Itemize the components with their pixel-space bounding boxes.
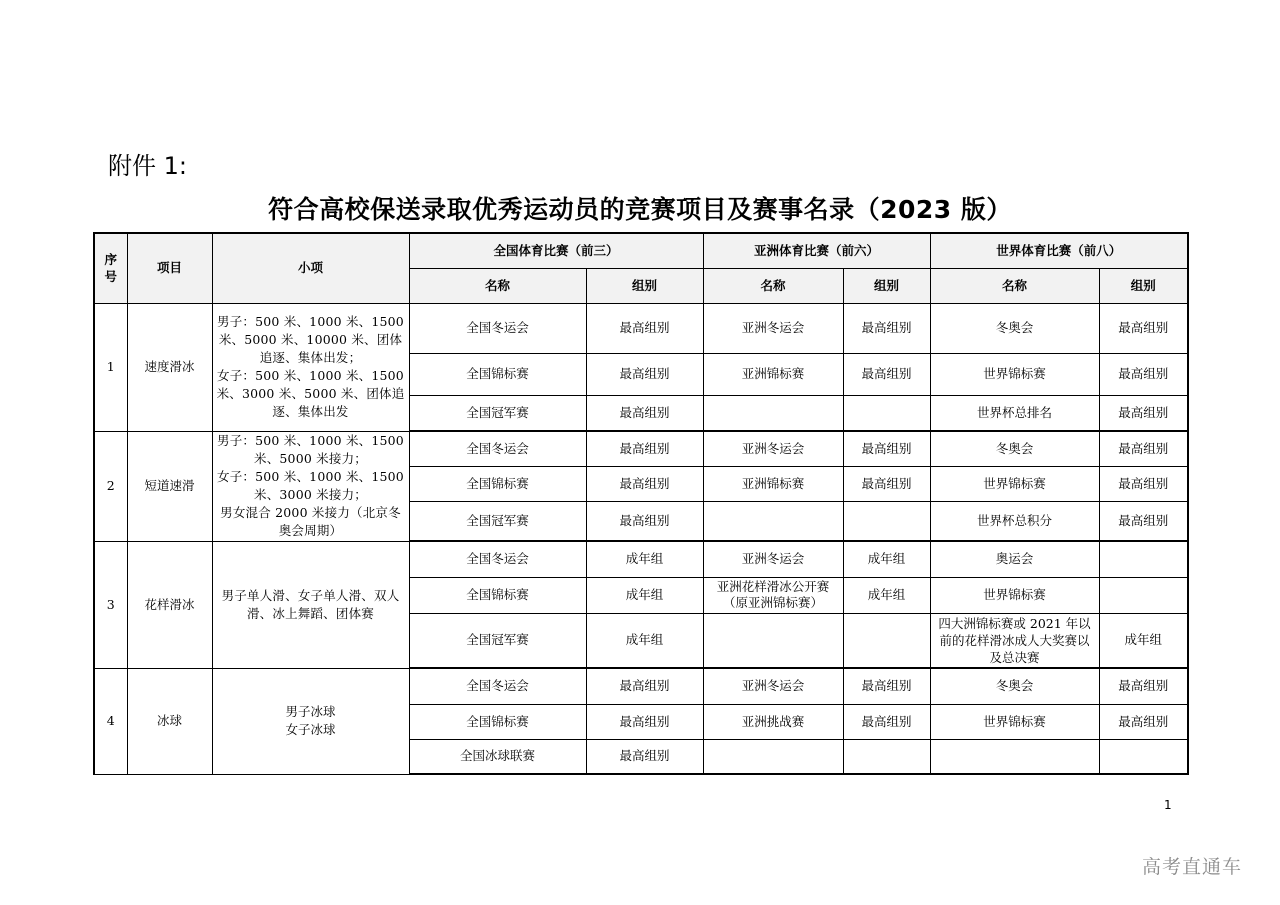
project-cell: 短道速滑 — [127, 431, 212, 541]
sub-events-cell: 男子：500 米、1000 米、1500 米、5000 米、10000 米、团体追逐、集体出发； 女子：500 米、1000 米、1500 米、3000 米、5000 米、团体追逐、集体出发 — [212, 303, 409, 431]
national-name-cell: 全国冬运会 — [409, 303, 586, 353]
national-name-cell: 全国冬运会 — [409, 668, 586, 704]
national-group-cell: 最高组别 — [586, 704, 703, 739]
world-name-cell: 世界杯总积分 — [930, 501, 1099, 541]
header-world-group: 组别 — [1099, 268, 1188, 303]
table-row — [94, 431, 1188, 466]
header-world-name: 名称 — [930, 268, 1099, 303]
asian-group-cell — [843, 501, 930, 541]
world-group-cell: 最高组别 — [1099, 303, 1188, 353]
national-group-cell: 最高组别 — [586, 303, 703, 353]
national-name-cell: 全国冠军赛 — [409, 395, 586, 431]
asian-name-cell: 亚洲花样滑冰公开赛 （原亚洲锦标赛） — [703, 577, 843, 613]
world-group-cell: 最高组别 — [1099, 395, 1188, 431]
national-name-cell: 全国冬运会 — [409, 431, 586, 466]
national-name-cell: 全国冬运会 — [409, 541, 586, 577]
asian-name-cell: 亚洲冬运会 — [703, 668, 843, 704]
header-national: 全国体育比赛（前三） — [409, 233, 703, 268]
world-name-cell: 世界锦标赛 — [930, 704, 1099, 739]
world-group-cell: 最高组别 — [1099, 501, 1188, 541]
national-group-cell: 最高组别 — [586, 739, 703, 774]
sub-events-cell: 男子：500 米、1000 米、1500 米、5000 米接力； 女子：500 米、1000 米、1500 米、3000 米接力； 男女混合 2000 米接力（北京冬奥会周期） — [212, 431, 409, 541]
national-name-cell: 全国冰球联赛 — [409, 739, 586, 774]
project-cell: 花样滑冰 — [127, 541, 212, 668]
national-group-cell: 最高组别 — [586, 353, 703, 395]
header-asian-name: 名称 — [703, 268, 843, 303]
seq-cell: 3 — [94, 541, 127, 668]
national-name-cell: 全国锦标赛 — [409, 577, 586, 613]
asian-name-cell: 亚洲冬运会 — [703, 431, 843, 466]
table-row — [94, 541, 1188, 577]
attachment-label: 附件 1: — [108, 152, 187, 180]
asian-name-cell — [703, 613, 843, 668]
header-sub: 小项 — [212, 233, 409, 303]
national-group-cell: 成年组 — [586, 613, 703, 668]
world-group-cell — [1099, 541, 1188, 577]
national-name-cell: 全国锦标赛 — [409, 466, 586, 501]
header-seq: 序号 — [94, 233, 127, 303]
asian-name-cell: 亚洲冬运会 — [703, 303, 843, 353]
world-name-cell: 冬奥会 — [930, 431, 1099, 466]
national-name-cell: 全国锦标赛 — [409, 704, 586, 739]
asian-group-cell: 成年组 — [843, 541, 930, 577]
world-name-cell: 世界杯总排名 — [930, 395, 1099, 431]
header-world: 世界体育比赛（前八） — [930, 233, 1188, 268]
asian-group-cell — [843, 739, 930, 774]
project-cell: 速度滑冰 — [127, 303, 212, 431]
asian-group-cell: 成年组 — [843, 577, 930, 613]
header-asian-group: 组别 — [843, 268, 930, 303]
sub-events-cell: 男子冰球 女子冰球 — [212, 668, 409, 774]
world-group-cell: 最高组别 — [1099, 668, 1188, 704]
world-name-cell: 世界锦标赛 — [930, 466, 1099, 501]
seq-cell: 2 — [94, 431, 127, 541]
header-national-group: 组别 — [586, 268, 703, 303]
header-asian: 亚洲体育比赛（前六） — [703, 233, 930, 268]
asian-name-cell: 亚洲挑战赛 — [703, 704, 843, 739]
national-group-cell: 最高组别 — [586, 431, 703, 466]
world-name-cell: 奥运会 — [930, 541, 1099, 577]
national-group-cell: 最高组别 — [586, 668, 703, 704]
header-project: 项目 — [127, 233, 212, 303]
world-name-cell: 四大洲锦标赛或 2021 年以前的花样滑冰成人大奖赛以及总决赛 — [930, 613, 1099, 668]
world-name-cell: 世界锦标赛 — [930, 577, 1099, 613]
world-group-cell — [1099, 577, 1188, 613]
asian-group-cell: 最高组别 — [843, 704, 930, 739]
world-group-cell: 最高组别 — [1099, 353, 1188, 395]
world-name-cell: 冬奥会 — [930, 303, 1099, 353]
sub-events-cell: 男子单人滑、女子单人滑、双人滑、冰上舞蹈、团体赛 — [212, 541, 409, 668]
world-group-cell: 最高组别 — [1099, 466, 1188, 501]
world-name-cell: 世界锦标赛 — [930, 353, 1099, 395]
world-group-cell: 最高组别 — [1099, 704, 1188, 739]
national-name-cell: 全国冠军赛 — [409, 613, 586, 668]
world-group-cell: 成年组 — [1099, 613, 1188, 668]
world-group-cell: 最高组别 — [1099, 431, 1188, 466]
asian-group-cell: 最高组别 — [843, 431, 930, 466]
asian-name-cell: 亚洲锦标赛 — [703, 353, 843, 395]
document-title: 符合高校保送录取优秀运动员的竞赛项目及赛事名录（2023 版） — [268, 195, 1012, 224]
table-row — [94, 303, 1188, 353]
national-group-cell: 最高组别 — [586, 466, 703, 501]
asian-name-cell — [703, 739, 843, 774]
table-row — [94, 668, 1188, 704]
seq-cell: 1 — [94, 303, 127, 431]
world-name-cell: 冬奥会 — [930, 668, 1099, 704]
project-cell: 冰球 — [127, 668, 212, 774]
seq-cell: 4 — [94, 668, 127, 774]
asian-name-cell: 亚洲冬运会 — [703, 541, 843, 577]
asian-group-cell: 最高组别 — [843, 353, 930, 395]
world-group-cell — [1099, 739, 1188, 774]
page-number: 1 — [1164, 798, 1172, 812]
asian-group-cell — [843, 613, 930, 668]
competition-table — [93, 232, 1189, 775]
national-group-cell: 成年组 — [586, 577, 703, 613]
national-group-cell: 成年组 — [586, 541, 703, 577]
header-national-name: 名称 — [409, 268, 586, 303]
asian-name-cell — [703, 395, 843, 431]
world-name-cell — [930, 739, 1099, 774]
asian-name-cell — [703, 501, 843, 541]
watermark: 高考直通车 — [1142, 856, 1243, 878]
asian-name-cell: 亚洲锦标赛 — [703, 466, 843, 501]
national-group-cell: 最高组别 — [586, 501, 703, 541]
asian-group-cell — [843, 395, 930, 431]
national-name-cell: 全国冠军赛 — [409, 501, 586, 541]
asian-group-cell: 最高组别 — [843, 303, 930, 353]
national-name-cell: 全国锦标赛 — [409, 353, 586, 395]
national-group-cell: 最高组别 — [586, 395, 703, 431]
asian-group-cell: 最高组别 — [843, 668, 930, 704]
asian-group-cell: 最高组别 — [843, 466, 930, 501]
